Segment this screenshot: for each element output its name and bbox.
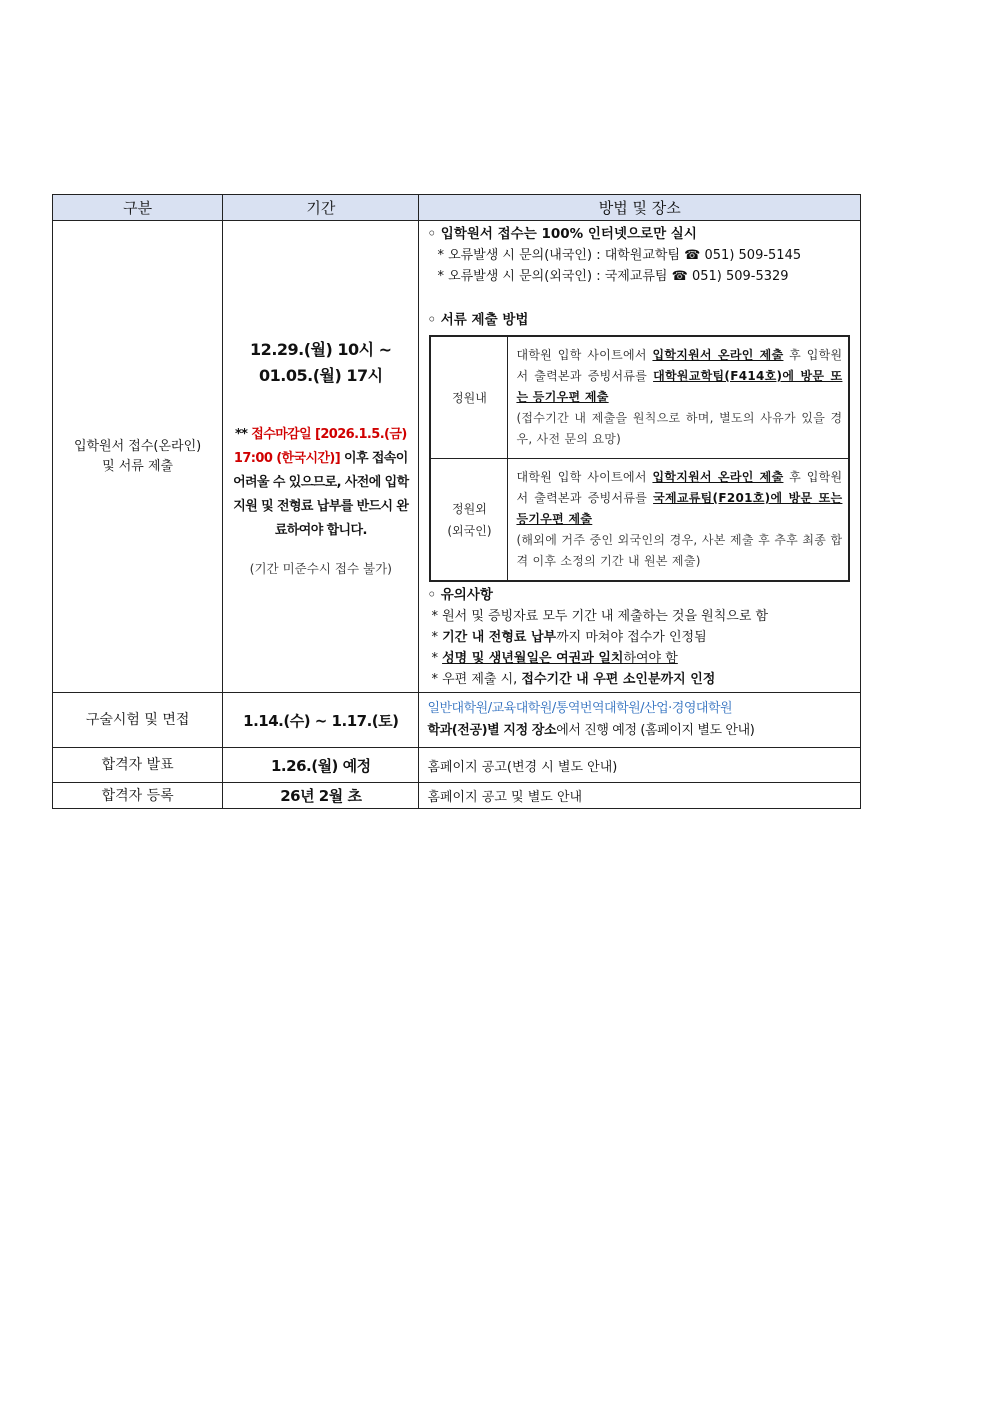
deadline-notice: ** 접수마감일 [2026.1.5.(금) 17:00 (한국시간)] 이후 접속이 어려울 수 있으므로, 사전에 입학지원 및 전형료 납부를 반드시 완료하여야 합니다. bbox=[233, 426, 409, 538]
table-row bbox=[53, 783, 861, 809]
caution-1: * 원서 및 증빙자료 모두 기간 내 제출하는 것을 원칙으로 함 bbox=[431, 609, 769, 624]
period-end: 01.05.(월) 17시 bbox=[259, 365, 383, 385]
header-method: 방법 및 장소 bbox=[419, 195, 861, 221]
domestic-desc: 대학원 입학 사이트에서 입학지원서 온라인 제출 후 입학원서 출력본과 증빙서류를 대학원교학팀(F414호)에 방문 또는 등기우편 제출 (접수기간 내 제출을 원칙으로 하며, 별도의 사유가 있을 경우, 사전 문의 요망) bbox=[508, 336, 850, 459]
row2-category: 구술시험 및 면접 bbox=[53, 693, 223, 748]
table-row bbox=[430, 459, 849, 582]
header-period: 기간 bbox=[223, 195, 419, 221]
row1-period bbox=[223, 221, 419, 693]
row4-period: 26년 2월 초 bbox=[223, 783, 419, 809]
contact-domestic: * 오류발생 시 문의(내국인) : 대학원교학팀 ☎ 051) 509-5145 bbox=[437, 248, 802, 263]
admission-schedule-table bbox=[52, 194, 861, 809]
caution-4: * 우편 제출 시, 접수기간 내 우편 소인분까지 인정 bbox=[431, 672, 716, 687]
row3-method: 홈페이지 공고(변경 시 별도 안내) bbox=[419, 748, 861, 783]
row1-category: 입학원서 접수(온라인) 및 서류 제출 bbox=[53, 221, 223, 693]
row2-period: 1.14.(수) ~ 1.17.(토) bbox=[223, 693, 419, 748]
period-note: (기간 미준수시 접수 불가) bbox=[249, 560, 393, 576]
table-row bbox=[53, 221, 861, 693]
domestic-label: 정원내 bbox=[430, 336, 508, 459]
table-header-row bbox=[53, 195, 861, 221]
graduate-schools: 일반대학원/교육대학원/통역번역대학원/산업·경영대학원 bbox=[427, 701, 733, 716]
caution-2: * 기간 내 전형료 납부까지 마쳐야 접수가 인정됨 bbox=[431, 630, 707, 645]
row3-category: 합격자 발표 bbox=[53, 748, 223, 783]
row1-method bbox=[419, 221, 861, 693]
caution-3: * 성명 및 생년월일은 여권과 일치하여야 함 bbox=[431, 651, 678, 666]
row4-category: 합격자 등록 bbox=[53, 783, 223, 809]
table-row bbox=[53, 748, 861, 783]
submission-method-table bbox=[429, 335, 850, 582]
section-online-title: ◦ 입학원서 접수는 100% 인터넷으로만 실시 bbox=[427, 226, 697, 242]
section-caution-title: ◦ 유의사항 bbox=[427, 587, 493, 603]
row2-method: 일반대학원/교육대학원/통역번역대학원/산업·경영대학원 학과(전공)별 지정 장소에서 진행 예정 (홈페이지 별도 안내) bbox=[419, 693, 861, 748]
row4-method: 홈페이지 공고 및 별도 안내 bbox=[419, 783, 861, 809]
header-category: 구분 bbox=[53, 195, 223, 221]
row3-period: 1.26.(월) 예정 bbox=[223, 748, 419, 783]
table-row bbox=[430, 336, 849, 459]
contact-foreign: * 오류발생 시 문의(외국인) : 국제교류팀 ☎ 051) 509-5329 bbox=[437, 269, 789, 284]
table-row bbox=[53, 693, 861, 748]
foreign-desc: 대학원 입학 사이트에서 입학지원서 온라인 제출 후 입학원서 출력본과 증빙서류를 국제교류팀(F201호)에 방문 또는 등기우편 제출 (해외에 거주 중인 외국인의 경우, 사본 제출 후 추후 최종 합격 이후 소정의 기간 내 원본 제출) bbox=[508, 459, 850, 582]
section-docs-title: ◦ 서류 제출 방법 bbox=[427, 312, 529, 328]
foreign-label: 정원외 (외국인) bbox=[430, 459, 508, 582]
period-start: 12.29.(월) 10시 ~ bbox=[250, 339, 392, 359]
